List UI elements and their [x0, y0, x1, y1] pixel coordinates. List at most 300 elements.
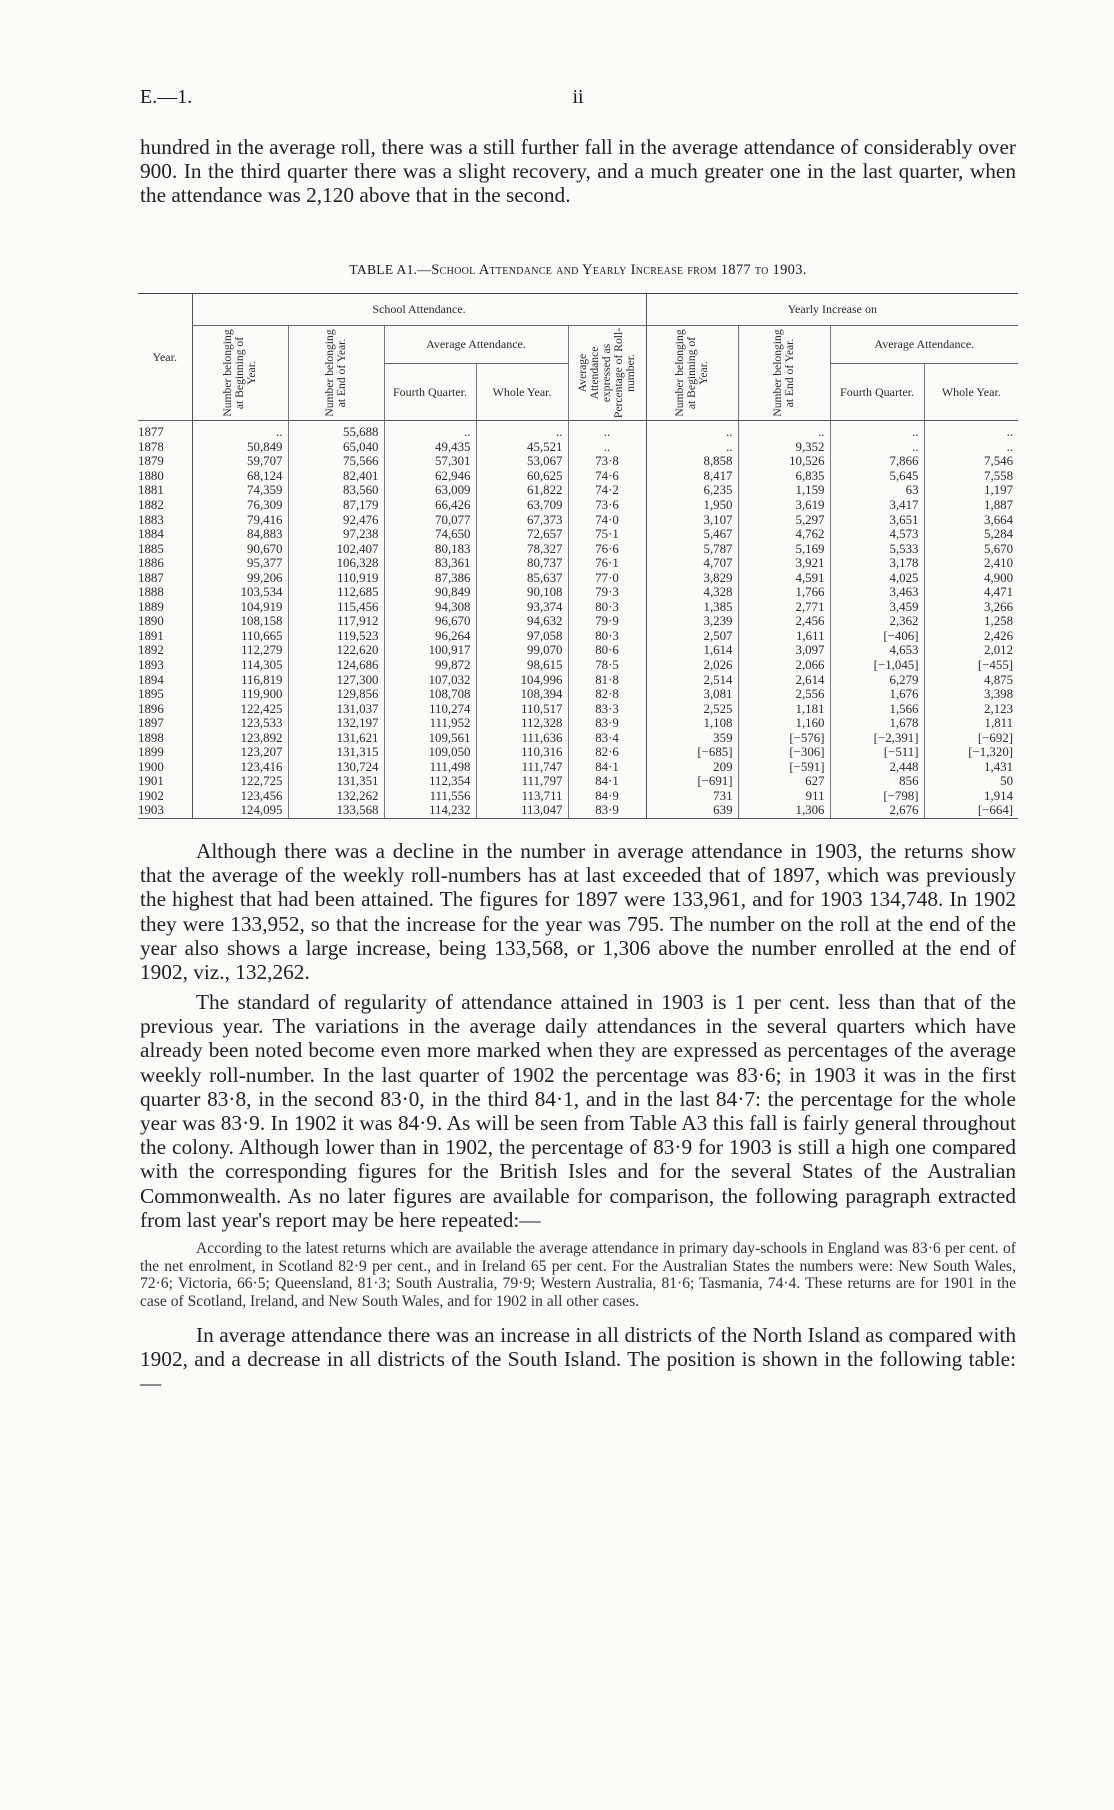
- table-cell: 73·6: [568, 498, 646, 513]
- col-begin: Number belonging at Beginning of Year.: [192, 326, 288, 421]
- table-cell: 119,900: [192, 687, 288, 702]
- table-caption-title: School Attendance and Yearly Increase from 1877 to 1903.: [431, 262, 807, 278]
- table-cell: 1903: [138, 803, 192, 818]
- table-cell: 1901: [138, 774, 164, 789]
- table-cell: 5,169: [738, 541, 830, 556]
- table-cell: 109,561: [384, 730, 476, 745]
- table-cell: 99,070: [476, 643, 568, 658]
- table-cell: 53,067: [476, 454, 568, 469]
- table-cell: 109,050: [384, 745, 476, 760]
- table-cell: 1,676: [830, 687, 924, 702]
- table-cell: 131,351: [288, 774, 384, 789]
- col-year: Year.: [138, 294, 192, 421]
- table-cell: 4,328: [646, 585, 738, 600]
- table-cell: 57,301: [384, 454, 476, 469]
- table-cell: 73·8: [568, 454, 646, 469]
- table-cell: [−576]: [738, 730, 830, 745]
- table-cell: 94,632: [476, 614, 568, 629]
- table-cell: 627: [738, 774, 830, 789]
- table-row: [138, 527, 1018, 542]
- table-row: [138, 643, 1018, 658]
- table-cell: 1,950: [646, 498, 738, 513]
- table-cell: [−691]: [646, 774, 738, 789]
- table-cell: 1,181: [738, 701, 830, 716]
- table-cell: 113,047: [476, 803, 568, 818]
- table-cell: 2,507: [646, 629, 738, 644]
- table-cell: 92,476: [288, 512, 384, 527]
- table-cell: 110,665: [192, 629, 288, 644]
- table-cell: 80·3: [568, 600, 646, 615]
- table-cell: 97,238: [288, 527, 384, 542]
- table-cell: 82,401: [288, 469, 384, 484]
- table-cell: 123,892: [192, 730, 288, 745]
- table-cell: 100,917: [384, 643, 476, 658]
- table-cell: 78·5: [568, 658, 646, 673]
- table-cell: 2,448: [830, 760, 924, 775]
- table-cell: 131,315: [288, 745, 384, 760]
- table-cell: [−798]: [830, 789, 924, 804]
- table-cell: 1,811: [924, 716, 1018, 731]
- table-cell: 99,872: [384, 658, 476, 673]
- table-cell: 127,300: [288, 672, 384, 687]
- table-cell: 55,688: [288, 421, 384, 440]
- table-cell: 130,724: [288, 760, 384, 775]
- group-yearly-increase: Yearly Increase on: [646, 294, 1018, 326]
- table-cell: [−1,320]: [924, 745, 1018, 760]
- table-cell: 3,081: [646, 687, 738, 702]
- quoted-paragraph: According to the latest returns which are available the average attendance in primary day-schools in England was 83·6 per cent. of the net enrolment, in Scotland 82·9 per cent., and in Ireland 65 per cent. For the Australian States the numbers were: New South Wales, 72·6; Victoria, 66·5; Queensland, 81·3; South Australia, 79·9; Western Australia, 81·6; Tasmania, 74·4. These returns are for 1901 in the case of Scotland, Ireland, and New South Wales, and for 1902 in all other cases.: [140, 1240, 1016, 1311]
- table-cell: 115,456: [288, 600, 384, 615]
- table-cell: 2,026: [646, 658, 738, 673]
- table-cell: 45,521: [476, 440, 568, 455]
- table-cell: 1882: [138, 498, 164, 512]
- table-cell: 5,467: [646, 527, 738, 542]
- table-cell: 111,747: [476, 760, 568, 775]
- table-cell: 83,560: [288, 483, 384, 498]
- table-cell: 95,377: [192, 556, 288, 571]
- table-cell: 83,361: [384, 556, 476, 571]
- table-row: [138, 600, 1018, 615]
- table-cell: 7,866: [830, 454, 924, 469]
- table-cell: 114,305: [192, 658, 288, 673]
- table-cell: 124,095: [192, 803, 288, 818]
- table-caption: [140, 262, 1016, 279]
- table-cell: ..: [646, 421, 738, 440]
- table-cell: 72,657: [476, 527, 568, 542]
- table-cell: 1893: [138, 658, 164, 673]
- table-row: [138, 541, 1018, 556]
- table-cell: 82·8: [568, 687, 646, 702]
- table-cell: 63: [830, 483, 924, 498]
- table-cell: 3,829: [646, 570, 738, 585]
- table-cell: 78,327: [476, 541, 568, 556]
- table-cell: 74,650: [384, 527, 476, 542]
- table-cell: 119,523: [288, 629, 384, 644]
- table-cell: 6,235: [646, 483, 738, 498]
- table-cell: 1877: [138, 425, 164, 440]
- table-row: [138, 570, 1018, 585]
- table-cell: 1878: [138, 439, 164, 454]
- table-cell: 1,258: [924, 614, 1018, 629]
- table-cell: 108,708: [384, 687, 476, 702]
- table-cell: 1880: [138, 468, 164, 483]
- table-cell: 3,921: [738, 556, 830, 571]
- table-cell: 5,670: [924, 541, 1018, 556]
- inc-end: Number belonging at End of Year.: [738, 326, 830, 421]
- table-row: [138, 803, 1018, 818]
- table-cell: [−1,045]: [830, 658, 924, 673]
- table-cell: 4,471: [924, 585, 1018, 600]
- table-cell: 1900: [138, 759, 164, 774]
- table-cell: 1,914: [924, 789, 1018, 804]
- table-cell: ..: [476, 421, 568, 440]
- table-cell: 3,619: [738, 498, 830, 513]
- table-cell: 1,614: [646, 643, 738, 658]
- table-cell: 124,686: [288, 658, 384, 673]
- table-cell: 1885: [138, 541, 164, 556]
- col-percentage: Average Attendance expressed as Percentage of Roll-number.: [568, 326, 646, 421]
- table-cell: [−692]: [924, 730, 1018, 745]
- table-cell: ..: [924, 421, 1018, 440]
- table-cell: 1,431: [924, 760, 1018, 775]
- table-cell: 112,279: [192, 643, 288, 658]
- table-cell: 79·3: [568, 585, 646, 600]
- table-cell: 1,766: [738, 585, 830, 600]
- table-cell: 1879: [138, 454, 164, 469]
- table-cell: 87,179: [288, 498, 384, 513]
- table-cell: 99,206: [192, 570, 288, 585]
- col-end: Number belonging at End of Year.: [288, 326, 384, 421]
- table-cell: 111,952: [384, 716, 476, 731]
- table-cell: 2,771: [738, 600, 830, 615]
- table-cell: 5,297: [738, 512, 830, 527]
- table-row: [138, 498, 1018, 513]
- table-cell: 123,416: [192, 760, 288, 775]
- table-cell: [−511]: [830, 745, 924, 760]
- table-cell: 94,308: [384, 600, 476, 615]
- table-cell: 1884: [138, 527, 164, 542]
- table-cell: 123,456: [192, 789, 288, 804]
- table-cell: 117,912: [288, 614, 384, 629]
- table-cell: 1887: [138, 570, 164, 585]
- table-cell: 2,676: [830, 803, 924, 818]
- table-row: [138, 421, 1018, 440]
- table-cell: [−664]: [924, 803, 1018, 818]
- col-avg-attendance: Average Attendance.: [384, 326, 568, 364]
- table-cell: 3,266: [924, 600, 1018, 615]
- table-cell: 81·8: [568, 672, 646, 687]
- table-cell: 83·9: [568, 716, 646, 731]
- col-whole-year: Whole Year.: [476, 364, 568, 421]
- attendance-table: [138, 293, 1018, 819]
- table-row: [138, 789, 1018, 804]
- table-cell: 1892: [138, 643, 164, 658]
- table-cell: 1902: [138, 788, 164, 803]
- table-cell: 1895: [138, 687, 164, 702]
- table-cell: 1899: [138, 745, 164, 760]
- table-cell: 1,678: [830, 716, 924, 731]
- table-cell: 97,058: [476, 629, 568, 644]
- table-cell: 74·0: [568, 512, 646, 527]
- table-cell: 110,274: [384, 701, 476, 716]
- table-cell: 639: [646, 803, 738, 818]
- table-cell: 68,124: [192, 469, 288, 484]
- table-cell: 1,566: [830, 701, 924, 716]
- table-cell: 112,328: [476, 716, 568, 731]
- table-cell: 111,797: [476, 774, 568, 789]
- table-cell: 123,207: [192, 745, 288, 760]
- table-cell: 84·9: [568, 789, 646, 804]
- table-body: [138, 421, 1018, 819]
- table-cell: [−455]: [924, 658, 1018, 673]
- table-cell: 90,670: [192, 541, 288, 556]
- table-cell: 107,032: [384, 672, 476, 687]
- table-cell: 123,533: [192, 716, 288, 731]
- table-cell: ..: [192, 421, 288, 440]
- table-cell: 1,385: [646, 600, 738, 615]
- table-cell: 122,620: [288, 643, 384, 658]
- table-row: [138, 745, 1018, 760]
- table-cell: 103,534: [192, 585, 288, 600]
- table-cell: 1,159: [738, 483, 830, 498]
- table-cell: 83·9: [568, 803, 646, 818]
- table-cell: 3,097: [738, 643, 830, 658]
- table-cell: 2,525: [646, 701, 738, 716]
- table-cell: 1,887: [924, 498, 1018, 513]
- table-cell: 85,637: [476, 570, 568, 585]
- table-cell: 856: [830, 774, 924, 789]
- table-cell: 50: [924, 774, 1018, 789]
- table-cell: 8,858: [646, 454, 738, 469]
- table-cell: 61,822: [476, 483, 568, 498]
- table-cell: 129,856: [288, 687, 384, 702]
- table-cell: [−591]: [738, 760, 830, 775]
- table-cell: 9,352: [738, 440, 830, 455]
- table-cell: 3,459: [830, 600, 924, 615]
- inc-avg-attendance: Average Attendance.: [830, 326, 1018, 364]
- table-cell: 114,232: [384, 803, 476, 818]
- table-cell: ..: [830, 440, 924, 455]
- table-row: [138, 760, 1018, 775]
- table-cell: 2,410: [924, 556, 1018, 571]
- table-cell: 1898: [138, 730, 164, 745]
- table-cell: 1,197: [924, 483, 1018, 498]
- table-cell: 111,556: [384, 789, 476, 804]
- table-cell: 84,883: [192, 527, 288, 542]
- table-row: [138, 658, 1018, 673]
- page-header: [140, 86, 1016, 112]
- table-cell: 70,077: [384, 512, 476, 527]
- paragraph-districts: In average attendance there was an increase in all districts of the North Island as compared with 1902, and a decrease in all districts of the South Island. The position is shown in the following table:—: [140, 1323, 1016, 1396]
- table-cell: 4,900: [924, 570, 1018, 585]
- table-cell: 79·9: [568, 614, 646, 629]
- table-cell: ..: [738, 421, 830, 440]
- table-cell: 76,309: [192, 498, 288, 513]
- table-cell: 111,498: [384, 760, 476, 775]
- table-cell: 63,009: [384, 483, 476, 498]
- table-cell: 3,651: [830, 512, 924, 527]
- table-cell: 7,558: [924, 469, 1018, 484]
- table-cell: 2,123: [924, 701, 1018, 716]
- table-cell: 5,533: [830, 541, 924, 556]
- table-cell: 10,526: [738, 454, 830, 469]
- table-cell: 122,725: [192, 774, 288, 789]
- table-cell: 50,849: [192, 440, 288, 455]
- table-cell: 3,107: [646, 512, 738, 527]
- table-cell: 8,417: [646, 469, 738, 484]
- table-cell: 4,025: [830, 570, 924, 585]
- table-cell: 74·2: [568, 483, 646, 498]
- table-cell: 93,374: [476, 600, 568, 615]
- table-cell: 90,108: [476, 585, 568, 600]
- table-cell: 76·6: [568, 541, 646, 556]
- table-cell: 84·1: [568, 774, 646, 789]
- table-cell: 209: [646, 760, 738, 775]
- table-cell: 4,591: [738, 570, 830, 585]
- table-cell: 1891: [138, 628, 164, 643]
- table-cell: 65,040: [288, 440, 384, 455]
- table-cell: 4,707: [646, 556, 738, 571]
- table-cell: 7,546: [924, 454, 1018, 469]
- table-cell: 4,875: [924, 672, 1018, 687]
- table-cell: 1,160: [738, 716, 830, 731]
- table-cell: 84·1: [568, 760, 646, 775]
- table-cell: 96,670: [384, 614, 476, 629]
- table-cell: 59,707: [192, 454, 288, 469]
- table-cell: 731: [646, 789, 738, 804]
- table-row: [138, 687, 1018, 702]
- paragraph-regularity: The standard of regularity of attendance attained in 1903 is 1 per cent. less than that of the previous year. The variations in the average daily attendances in the several quarters which have already been noted become even more marked when they are expressed as percentages of the average weekly roll-number. In the last quarter of 1902 the percentage was 83·6; in 1903 it was in the first quarter 83·8, in the second 83·0, in the third 84·1, and in the last 84·7: the percentage for the whole year was 83·9. In 1902 it was 84·9. As will be seen from Table A3 this fall is fairly general throughout the colony. Although lower than in 1902, the percentage of 83·9 for 1903 is still a high one compared with the corresponding figures for the British Isles and for the several States of the Australian Commonwealth. As no later figures are available for comparison, the following paragraph extracted from last year's report may be here repeated:—: [140, 990, 1016, 1232]
- table-cell: 2,012: [924, 643, 1018, 658]
- table-cell: 87,386: [384, 570, 476, 585]
- table-cell: ..: [646, 440, 738, 455]
- table-cell: 1889: [138, 599, 164, 614]
- table-cell: 80,737: [476, 556, 568, 571]
- table-cell: 67,373: [476, 512, 568, 527]
- table-cell: 2,514: [646, 672, 738, 687]
- table-cell: 110,517: [476, 701, 568, 716]
- table-cell: 110,919: [288, 570, 384, 585]
- table-cell: 3,178: [830, 556, 924, 571]
- paragraph-continuation: hundred in the average roll, there was a still further fall in the average attendance of considerably over 900. In the third quarter there was a slight recovery, and a much greater one in the last quarter, when the attendance was 2,120 above that in the second.: [140, 135, 1016, 208]
- table-cell: 98,615: [476, 658, 568, 673]
- table-cell: [−406]: [830, 629, 924, 644]
- table-cell: 131,037: [288, 701, 384, 716]
- table-cell: 359: [646, 730, 738, 745]
- table-row: [138, 454, 1018, 469]
- table-cell: 63,709: [476, 498, 568, 513]
- table-cell: 1888: [138, 585, 164, 600]
- table-cell: 132,262: [288, 789, 384, 804]
- table-cell: 76·1: [568, 556, 646, 571]
- table-row: [138, 730, 1018, 745]
- table-cell: 80·6: [568, 643, 646, 658]
- table-cell: 3,239: [646, 614, 738, 629]
- table-cell: [−306]: [738, 745, 830, 760]
- table-cell: 2,066: [738, 658, 830, 673]
- table-cell: 6,835: [738, 469, 830, 484]
- table-cell: ..: [830, 421, 924, 440]
- table-cell: 1881: [138, 483, 164, 498]
- table-row: [138, 672, 1018, 687]
- table-cell: 2,556: [738, 687, 830, 702]
- inc-begin: Number belonging at Beginning of Year.: [646, 326, 738, 421]
- table-cell: 102,407: [288, 541, 384, 556]
- table-cell: 74·6: [568, 469, 646, 484]
- table-cell: 5,284: [924, 527, 1018, 542]
- table-cell: 132,197: [288, 716, 384, 731]
- table-row: [138, 440, 1018, 455]
- table-cell: 2,614: [738, 672, 830, 687]
- table-cell: 106,328: [288, 556, 384, 571]
- table-cell: 111,636: [476, 730, 568, 745]
- table-cell: 1,611: [738, 629, 830, 644]
- table-row: [138, 701, 1018, 716]
- table-cell: 4,573: [830, 527, 924, 542]
- table-cell: 122,425: [192, 701, 288, 716]
- table-row: [138, 556, 1018, 571]
- table-cell: 3,463: [830, 585, 924, 600]
- table-row: [138, 483, 1018, 498]
- table-row: [138, 629, 1018, 644]
- table-cell: 80,183: [384, 541, 476, 556]
- inc-fourth-quarter: Fourth Quarter.: [830, 364, 924, 421]
- table-cell: 104,996: [476, 672, 568, 687]
- table-cell: 131,621: [288, 730, 384, 745]
- table-row: [138, 512, 1018, 527]
- table-cell: 1894: [138, 672, 164, 687]
- table-cell: 116,819: [192, 672, 288, 687]
- table-cell: ..: [924, 440, 1018, 455]
- page-number: ii: [572, 86, 584, 108]
- table-cell: 96,264: [384, 629, 476, 644]
- table-cell: 75·1: [568, 527, 646, 542]
- table-cell: 6,279: [830, 672, 924, 687]
- table-cell: 112,685: [288, 585, 384, 600]
- table-cell: 1,108: [646, 716, 738, 731]
- table-cell: 3,398: [924, 687, 1018, 702]
- table-cell: 1890: [138, 614, 164, 629]
- table-row: [138, 774, 1018, 789]
- table-cell: [−685]: [646, 745, 738, 760]
- table-cell: 2,426: [924, 629, 1018, 644]
- table-cell: 133,568: [288, 803, 384, 818]
- paragraph-roll-numbers: Although there was a decline in the number in average attendance in 1903, the returns show that the average of the weekly roll-numbers has at last exceeded that of 1897, which was previously the highest that had been attained. The figures for 1897 were 133,961, and for 1903 134,748. In 1902 they were 133,952, so that the increase for the year was 795. The number on the roll at the end of the year also shows a large increase, being 133,568, or 1,306 above the number enrolled at the end of 1902, viz., 132,262.: [140, 839, 1016, 985]
- table-cell: 113,711: [476, 789, 568, 804]
- table-cell: 108,394: [476, 687, 568, 702]
- table-cell: 911: [738, 789, 830, 804]
- table-cell: 1897: [138, 716, 164, 731]
- table-cell: 4,653: [830, 643, 924, 658]
- table-cell: 83·3: [568, 701, 646, 716]
- table-cell: 5,645: [830, 469, 924, 484]
- group-school-attendance: School Attendance.: [192, 294, 646, 326]
- table-cell: 49,435: [384, 440, 476, 455]
- table-cell: 1886: [138, 556, 164, 571]
- table-cell: 77·0: [568, 570, 646, 585]
- table-cell: ..: [384, 421, 476, 440]
- table-cell: 66,426: [384, 498, 476, 513]
- table-cell: 1883: [138, 512, 164, 527]
- table-cell: ..: [568, 421, 646, 440]
- table-cell: 74,359: [192, 483, 288, 498]
- table-cell: 83·4: [568, 730, 646, 745]
- table-cell: 110,316: [476, 745, 568, 760]
- table-cell: 82·6: [568, 745, 646, 760]
- table-cell: 104,919: [192, 600, 288, 615]
- table-cell: 3,417: [830, 498, 924, 513]
- table-row: [138, 716, 1018, 731]
